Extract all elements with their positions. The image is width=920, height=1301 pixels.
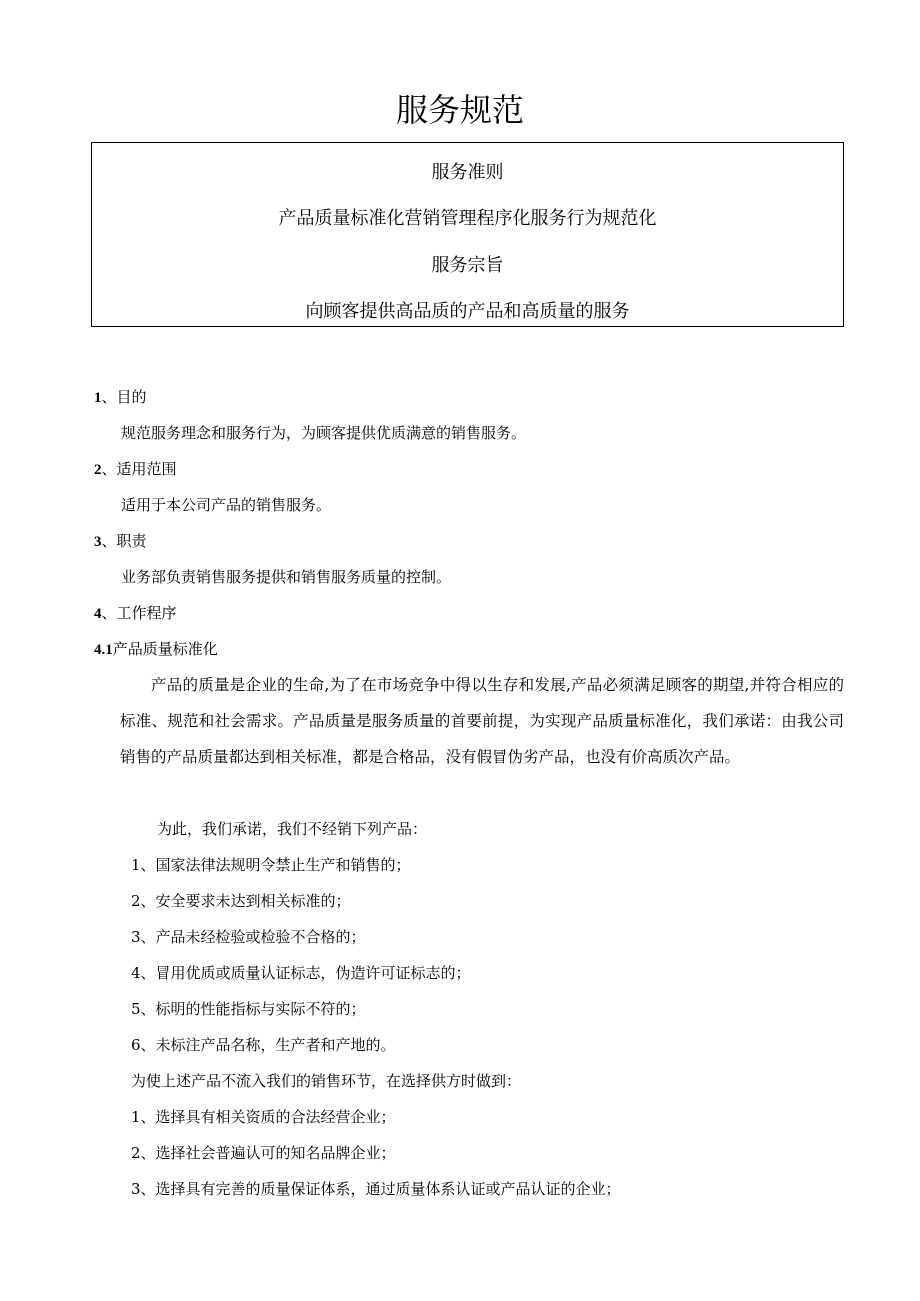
section-4-heading (94, 602, 177, 625)
prohibited-item: 3、产品未经检验或检验不合格的； (131, 928, 366, 946)
prohibited-item: 6、未标注产品名称，生产者和产地的。 (131, 1036, 396, 1054)
section-3-heading (94, 530, 147, 553)
section-2-heading (94, 458, 177, 481)
service-principle-text: 产品质量标准化营销管理程序化服务行为规范化 (278, 208, 657, 229)
section-3-body: 业务部负责销售服务提供和销售服务质量的控制。 (121, 568, 452, 586)
quality-paragraph: 产品的质量是企业的生命,为了在市场竞争中得以生存和发展,产品必须满足顾客的期望,并符合相应的标准、规范和社会需求。产品质量是服务质量的首要前提，为实现产品质量标准化，我们承诺：由我公司销售的产品质量都达到相关标准，都是合格品，没有假冒伪劣产品，也没有价高质次产品。 (120, 676, 844, 766)
prohibited-item: 4、冒用优质或质量认证标志，伪造许可证标志的； (131, 964, 471, 982)
section-title: 、目的 (101, 388, 147, 406)
section-4-1-heading (94, 638, 218, 661)
prohibited-item: 2、安全要求未达到相关标准的； (131, 892, 351, 910)
service-purpose-heading: 服务宗旨 (431, 255, 504, 276)
section-number: 3 (94, 534, 102, 550)
prohibited-item: 5、标明的性能指标与实际不符的； (131, 1000, 366, 1018)
supplier-intro: 为使上述产品不流入我们的销售环节，在选择供方时做到： (131, 1072, 522, 1090)
section-number: 1 (94, 390, 102, 406)
section-1-heading (94, 386, 147, 409)
supplier-criterion: 1、选择具有相关资质的合法经营企业； (131, 1108, 396, 1126)
prohibited-item: 1、国家法律法规明令禁止生产和销售的； (131, 856, 411, 874)
section-1-body: 规范服务理念和服务行为，为顾客提供优质满意的销售服务。 (121, 424, 527, 442)
section-number: 4.1 (94, 642, 113, 658)
section-title: 产品质量标准化 (112, 640, 218, 658)
supplier-criterion: 3、选择具有完善的质量保证体系，通过质量体系认证或产品认证的企业； (131, 1180, 621, 1198)
principles-box (91, 142, 844, 327)
section-2-body: 适用于本公司产品的销售服务。 (121, 496, 332, 514)
section-title: 、适用范围 (101, 460, 177, 478)
supplier-criterion: 2、选择社会普遍认可的知名品牌企业； (131, 1144, 396, 1162)
service-purpose-text: 向顾客提供高品质的产品和高质量的服务 (305, 301, 630, 322)
section-number: 2 (94, 462, 102, 478)
promise-intro: 为此，我们承诺，我们不经销下列产品： (157, 820, 428, 838)
service-principle-heading: 服务准则 (431, 162, 504, 183)
section-title: 、工作程序 (101, 604, 177, 622)
section-title: 、职责 (101, 532, 147, 550)
section-number: 4 (94, 606, 102, 622)
page-title: 服务规范 (395, 91, 524, 129)
